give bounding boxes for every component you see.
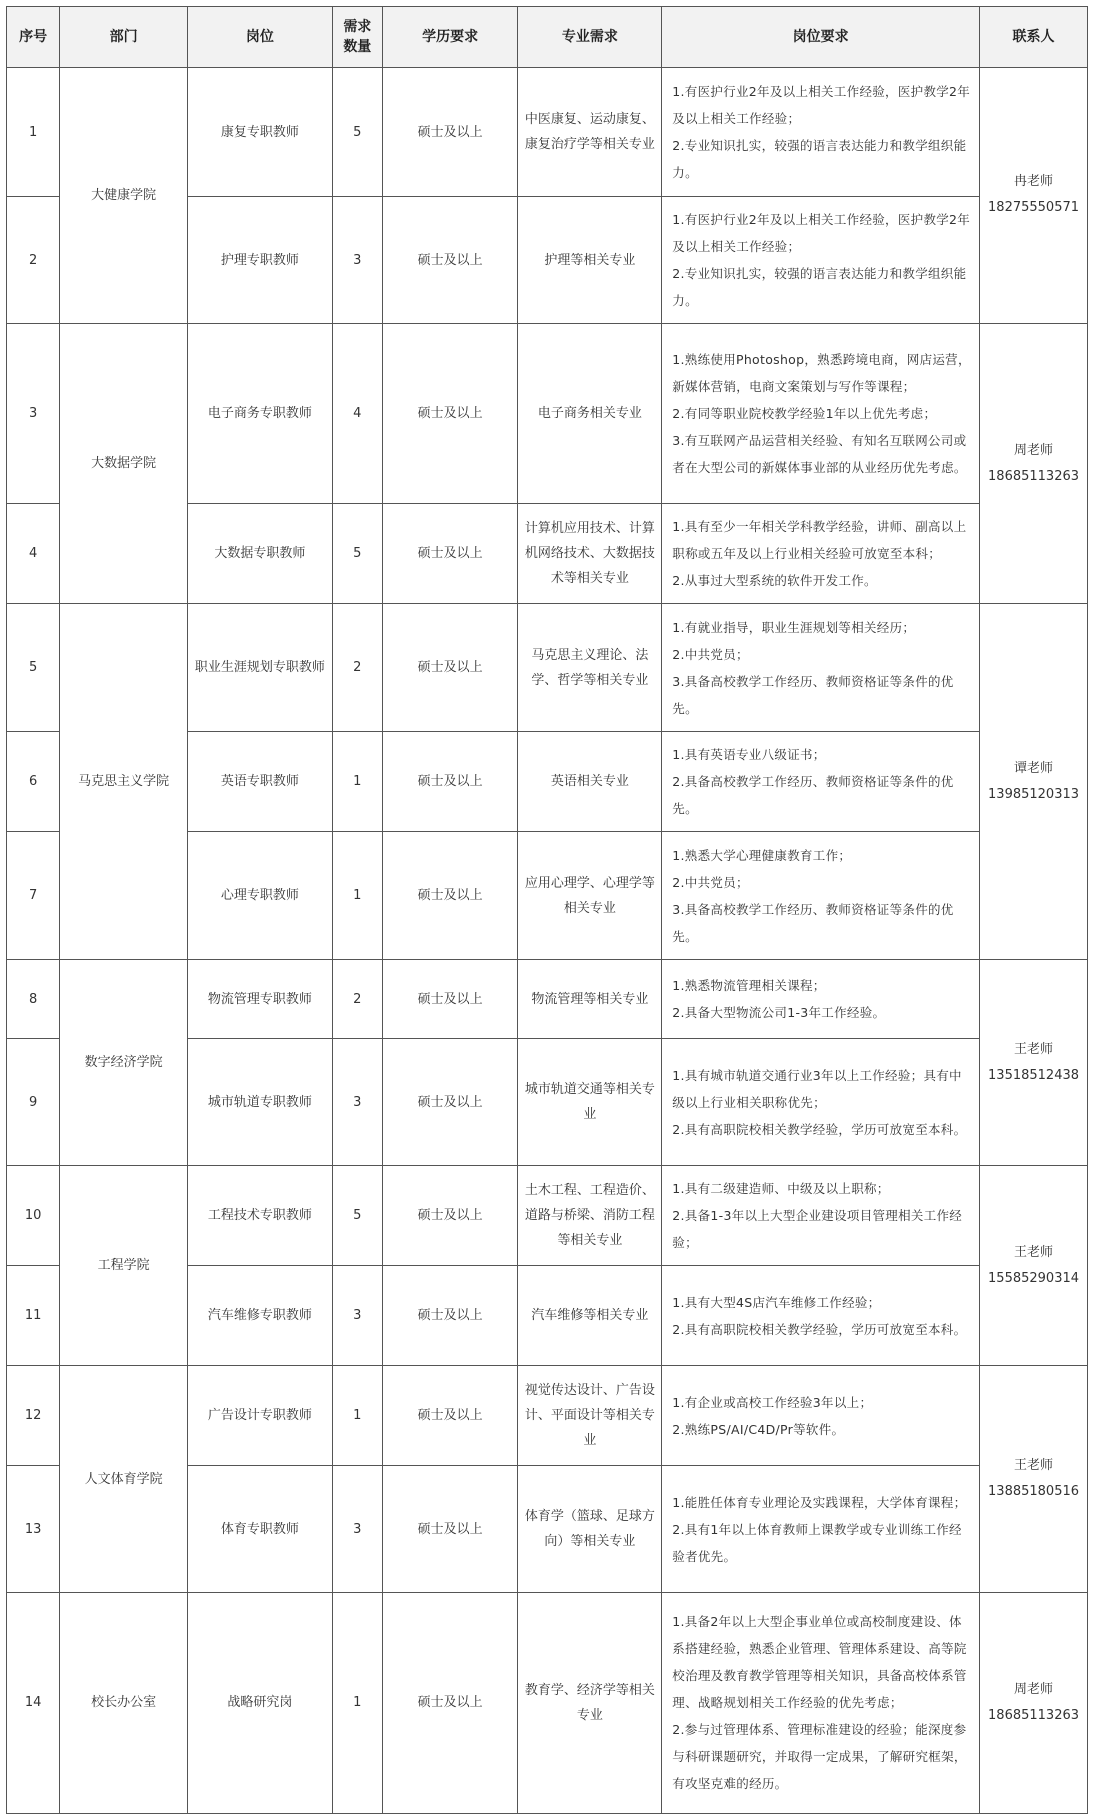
- requirement-item: 2.从事过大型系统的软件开发工作。: [672, 573, 877, 589]
- row-position: 电子商务专职教师: [187, 323, 332, 503]
- header-dept: 部门: [60, 7, 188, 68]
- row-requirements: [662, 1039, 980, 1166]
- row-count: 5: [332, 68, 382, 197]
- row-education: 硕士及以上: [382, 1366, 518, 1466]
- header-row: [7, 7, 1088, 68]
- contact-cell: [980, 1166, 1088, 1366]
- row-position: 心理专职教师: [187, 832, 332, 960]
- requirement-item: 2.具备1-3年以上大型企业建设项目管理相关工作经验；: [672, 1208, 963, 1251]
- contact-phone: 13885180516: [988, 1484, 1080, 1499]
- header-count: 需求数量: [332, 7, 382, 68]
- recruitment-table: [6, 6, 1088, 1814]
- requirement-item: 2.专业知识扎实，较强的语言表达能力和教学组织能力。: [672, 138, 967, 181]
- row-requirements: [662, 960, 980, 1039]
- table-row: [7, 604, 1088, 732]
- requirement-item: 1.熟悉物流管理相关课程；: [672, 978, 826, 994]
- contact-phone: 18685113263: [988, 1707, 1080, 1723]
- contact-cell: [980, 1592, 1088, 1813]
- contact-cell: [980, 323, 1088, 603]
- requirement-item: 2.专业知识扎实，较强的语言表达能力和教学组织能力。: [672, 266, 967, 308]
- row-education: 硕士及以上: [382, 604, 518, 732]
- row-position: 职业生涯规划专职教师: [187, 604, 332, 732]
- row-seq: 8: [7, 960, 60, 1039]
- row-count: 5: [332, 1166, 382, 1266]
- row-requirements: [662, 1466, 980, 1593]
- row-education: 硕士及以上: [382, 732, 518, 832]
- header-major: 专业需求: [518, 7, 662, 68]
- row-position: 护理专职教师: [187, 197, 332, 324]
- row-education: 硕士及以上: [382, 1466, 518, 1593]
- row-position: 物流管理专职教师: [187, 960, 332, 1039]
- row-count: 3: [332, 1266, 382, 1366]
- row-count: 3: [332, 197, 382, 324]
- row-major: 教育学、经济学等相关专业: [518, 1592, 662, 1813]
- row-position: 汽车维修专职教师: [187, 1266, 332, 1366]
- requirement-item: 3.具备高校教学工作经历、教师资格证等条件的优先。: [672, 901, 954, 944]
- row-position: 工程技术专职教师: [187, 1166, 332, 1266]
- table-row: [7, 323, 1088, 503]
- row-major: 物流管理等相关专业: [518, 960, 662, 1039]
- row-major: 计算机应用技术、计算机网络技术、大数据技术等相关专业: [518, 504, 662, 604]
- contact-name: 冉老师: [1014, 174, 1054, 190]
- row-position: 城市轨道专职教师: [187, 1039, 332, 1166]
- requirement-item: 1.具有英语专业八级证书；: [672, 747, 826, 763]
- row-major: 城市轨道交通等相关专业: [518, 1039, 662, 1166]
- contact-name: 王老师: [1014, 1244, 1054, 1260]
- requirement-item: 1.能胜任体育专业理论及实践课程，大学体育课程；: [672, 1494, 967, 1510]
- table-row: [7, 1166, 1088, 1266]
- dept-cell: 数字经济学院: [60, 960, 188, 1166]
- row-count: 3: [332, 1039, 382, 1166]
- table-row: [7, 1592, 1088, 1813]
- requirement-item: 1.有医护行业2年及以上相关工作经验，医护教学2年及以上相关工作经验；: [672, 84, 971, 127]
- row-education: 硕士及以上: [382, 1039, 518, 1166]
- row-education: 硕士及以上: [382, 1266, 518, 1366]
- row-requirements: [662, 504, 980, 604]
- requirement-item: 1.熟悉大学心理健康教育工作；: [672, 847, 852, 863]
- row-count: 3: [332, 1466, 382, 1593]
- row-seq: 3: [7, 323, 60, 503]
- table-body: [7, 68, 1088, 1814]
- contact-cell: [980, 68, 1088, 324]
- row-requirements: [662, 1266, 980, 1366]
- row-position: 大数据专职教师: [187, 504, 332, 604]
- row-requirements: [662, 832, 980, 960]
- requirement-item: 2.熟练PS/AI/C4D/Pr等软件。: [672, 1421, 845, 1437]
- row-seq: 6: [7, 732, 60, 832]
- row-count: 1: [332, 1366, 382, 1466]
- row-seq: 4: [7, 504, 60, 604]
- requirement-item: 2.具备大型物流公司1-3年工作经验。: [672, 1005, 886, 1021]
- dept-cell: 大健康学院: [60, 68, 188, 324]
- row-major: 英语相关专业: [518, 732, 662, 832]
- row-count: 5: [332, 504, 382, 604]
- contact-name: 周老师: [1014, 1681, 1054, 1697]
- header-education: 学历要求: [382, 7, 518, 68]
- table-row: [7, 960, 1088, 1039]
- dept-cell: 校长办公室: [60, 1592, 188, 1813]
- row-seq: 7: [7, 832, 60, 960]
- row-count: 1: [332, 732, 382, 832]
- row-position: 体育专职教师: [187, 1466, 332, 1593]
- row-seq: 13: [7, 1466, 60, 1593]
- row-count: 4: [332, 323, 382, 503]
- row-requirements: [662, 1592, 980, 1813]
- row-education: 硕士及以上: [382, 197, 518, 324]
- requirement-item: 1.有就业指导，职业生涯规划等相关经历；: [672, 619, 916, 635]
- table-row: [7, 1366, 1088, 1466]
- contact-name: 王老师: [1014, 1041, 1054, 1057]
- contact-phone: 15585290314: [988, 1270, 1080, 1286]
- contact-phone: 13518512438: [988, 1067, 1080, 1083]
- contact-cell: [980, 604, 1088, 960]
- row-seq: 10: [7, 1166, 60, 1266]
- row-seq: 1: [7, 68, 60, 197]
- row-major: 马克思主义理论、法学、哲学等相关专业: [518, 604, 662, 732]
- header-requirements: 岗位要求: [662, 7, 980, 68]
- row-education: 硕士及以上: [382, 68, 518, 197]
- requirement-item: 2.中共党员；: [672, 646, 749, 662]
- requirement-item: 2.具有高职院校相关教学经验，学历可放宽至本科。: [672, 1121, 967, 1137]
- row-major: 体育学（篮球、足球方向）等相关专业: [518, 1466, 662, 1593]
- contact-phone: 18685113263: [988, 468, 1080, 484]
- row-seq: 12: [7, 1366, 60, 1466]
- contact-name: 周老师: [1014, 442, 1054, 458]
- row-education: 硕士及以上: [382, 832, 518, 960]
- dept-cell: 大数据学院: [60, 323, 188, 603]
- row-education: 硕士及以上: [382, 1592, 518, 1813]
- requirement-item: 1.具有至少一年相关学科教学经验，讲师、副高以上职称或五年及以上行业相关经验可放宽至本科；: [672, 519, 967, 562]
- requirement-item: 1.具有二级建造师、中级及以上职称；: [672, 1181, 890, 1197]
- row-education: 硕士及以上: [382, 960, 518, 1039]
- row-education: 硕士及以上: [382, 1166, 518, 1266]
- row-major: 应用心理学、心理学等相关专业: [518, 832, 662, 960]
- header-position: 岗位: [187, 7, 332, 68]
- dept-cell: 马克思主义学院: [60, 604, 188, 960]
- row-seq: 2: [7, 197, 60, 324]
- requirement-item: 1.具有大型4S店汽车维修工作经验；: [672, 1294, 881, 1310]
- row-major: 护理等相关专业: [518, 197, 662, 324]
- row-education: 硕士及以上: [382, 504, 518, 604]
- row-education: 硕士及以上: [382, 323, 518, 503]
- row-seq: 14: [7, 1592, 60, 1813]
- requirement-item: 2.参与过管理体系、管理标准建设的经验；能深度参与科研课题研究，并取得一定成果，了解研究框架，有攻坚克难的经历。: [672, 1722, 967, 1792]
- contact-name: 谭老师: [1014, 760, 1054, 776]
- contact-phone: 13985120313: [988, 786, 1080, 802]
- contact-name: 王老师: [1014, 1458, 1054, 1473]
- row-major: 电子商务相关专业: [518, 323, 662, 503]
- requirement-item: 2.中共党员；: [672, 874, 749, 890]
- row-requirements: [662, 197, 980, 324]
- contact-cell: [980, 1366, 1088, 1593]
- table-row: [7, 68, 1088, 197]
- dept-cell: 工程学院: [60, 1166, 188, 1366]
- requirement-item: 2.具备高校教学工作经历、教师资格证等条件的优先。: [672, 774, 954, 817]
- requirement-item: 3.有互联网产品运营相关经验、有知名互联网公司或者在大型公司的新媒体事业部的从业经历优先考虑。: [672, 433, 967, 476]
- row-position: 英语专职教师: [187, 732, 332, 832]
- row-major: 中医康复、运动康复、康复治疗学等相关专业: [518, 68, 662, 197]
- row-position: 康复专职教师: [187, 68, 332, 197]
- row-major: 汽车维修等相关专业: [518, 1266, 662, 1366]
- row-requirements: [662, 1366, 980, 1466]
- contact-cell: [980, 960, 1088, 1166]
- header-contact: 联系人: [980, 7, 1088, 68]
- dept-cell: 人文体育学院: [60, 1366, 188, 1593]
- requirement-item: 2.具有高职院校相关教学经验，学历可放宽至本科。: [672, 1321, 967, 1337]
- row-count: 1: [332, 1592, 382, 1813]
- requirement-item: 1.具有城市轨道交通行业3年以上工作经验；具有中级以上行业相关职称优先；: [672, 1067, 962, 1110]
- row-major: 土木工程、工程造价、道路与桥梁、消防工程等相关专业: [518, 1166, 662, 1266]
- contact-phone: 18275550571: [988, 200, 1080, 216]
- row-position: 战略研究岗: [187, 1592, 332, 1813]
- row-requirements: [662, 732, 980, 832]
- requirement-item: 1.有企业或高校工作经验3年以上；: [672, 1394, 873, 1410]
- row-count: 2: [332, 604, 382, 732]
- row-position: 广告设计专职教师: [187, 1366, 332, 1466]
- requirement-item: 1.有医护行业2年及以上相关工作经验，医护教学2年及以上相关工作经验；: [672, 212, 971, 254]
- row-requirements: [662, 323, 980, 503]
- requirement-item: 2.有同等职业院校教学经验1年以上优先考虑；: [672, 406, 937, 422]
- row-seq: 9: [7, 1039, 60, 1166]
- row-requirements: [662, 68, 980, 197]
- requirement-item: 1.熟练使用Photoshop，熟悉跨境电商，网店运营，新媒体营销，电商文案策划与写作等课程；: [672, 352, 971, 395]
- row-requirements: [662, 604, 980, 732]
- row-seq: 11: [7, 1266, 60, 1366]
- requirement-item: 3.具备高校教学工作经历、教师资格证等条件的优先。: [672, 673, 954, 716]
- row-count: 2: [332, 960, 382, 1039]
- requirement-item: 2.具有1年以上体育教师上课教学或专业训练工作经验者优先。: [672, 1521, 962, 1564]
- requirement-item: 1.具备2年以上大型企事业单位或高校制度建设、体系搭建经验，熟悉企业管理、管理体系建设、高等院校治理及教育教学管理等相关知识，具备高校体系管理、战略规划相关工作经验的优先考虑；: [672, 1614, 967, 1711]
- row-requirements: [662, 1166, 980, 1266]
- header-seq: 序号: [7, 7, 60, 68]
- row-major: 视觉传达设计、广告设计、平面设计等相关专业: [518, 1366, 662, 1466]
- row-count: 1: [332, 832, 382, 960]
- row-seq: 5: [7, 604, 60, 732]
